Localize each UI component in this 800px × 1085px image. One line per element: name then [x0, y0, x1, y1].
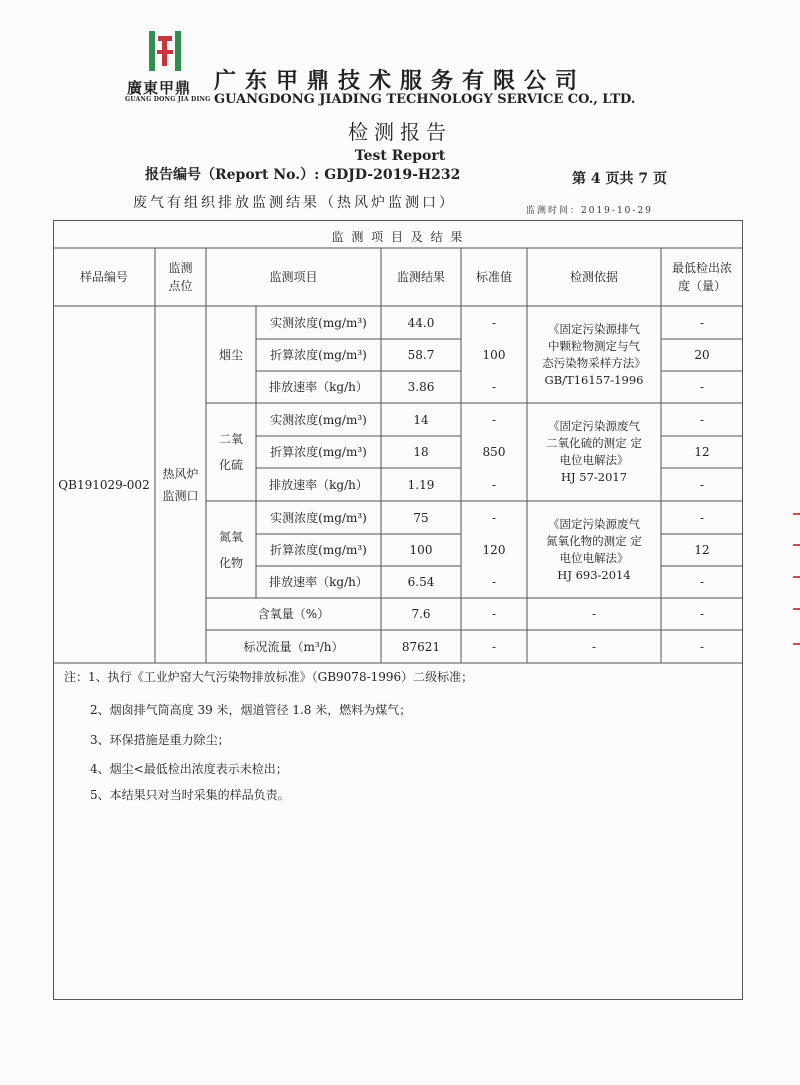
table-banner: 监 测 项 目 及 结 果: [331, 230, 465, 244]
basis-line: GB/T16157-1996: [544, 372, 644, 387]
item-cell: 排放速率（kg/h）: [269, 575, 368, 589]
header-item: 监测项目: [269, 270, 318, 284]
standard-cell: -: [491, 380, 497, 394]
item-cell: 折算浓度(mg/m³): [270, 543, 367, 557]
edge-mark: [793, 544, 800, 546]
limit-cell: -: [699, 412, 705, 427]
flow-standard: -: [491, 639, 497, 654]
header-sample-no: 样品编号: [79, 270, 128, 284]
limit-cell: 12: [694, 445, 710, 459]
group-name-line2: 化硫: [218, 458, 243, 472]
monitor-date: 监测时间：2019-10-29: [526, 206, 653, 216]
page-number: 第 4 页共 7 页: [572, 171, 667, 187]
item-cell: 实测浓度(mg/m³): [270, 315, 367, 330]
flow-basis: -: [591, 639, 597, 654]
result-cell: 14: [413, 412, 429, 427]
header-limit-line1: 最低检出浓: [671, 261, 732, 275]
result-cell: 3.86: [407, 380, 435, 394]
note-item: 3、环保措施是重力除尘；: [90, 733, 230, 747]
oxygen-standard: -: [491, 607, 497, 621]
header-result: 监测结果: [396, 270, 445, 284]
basis-line: 氮氧化物的测定 定: [546, 533, 642, 548]
result-cell: 75: [413, 510, 429, 525]
limit-cell: 12: [694, 543, 710, 557]
standard-cell: -: [491, 575, 497, 589]
group-name-so2: [206, 403, 256, 501]
group-name-line1: 烟尘: [218, 347, 243, 362]
flow-item: 标况流量（m³/h）: [243, 639, 344, 654]
monitor-point-line1: 热风炉: [162, 466, 199, 481]
note-item: 2、烟囱排气筒高度 39 米，烟道管径 1.8 米，燃料为煤气；: [90, 703, 412, 717]
standard-cell: -: [491, 510, 497, 525]
item-cell: 实测浓度(mg/m³): [270, 412, 367, 427]
item-cell: 折算浓度(mg/m³): [270, 348, 367, 362]
limit-cell: -: [699, 510, 705, 525]
sample-number: QB191029-002: [58, 477, 150, 492]
basis-cell: [527, 501, 661, 598]
result-cell: 100: [409, 543, 433, 557]
header-monitor-point: [155, 248, 206, 306]
report-title-english: Test Report: [354, 148, 446, 164]
header-point-line2: 点位: [168, 279, 193, 293]
section-title: 废气有组织排放监测结果（热风炉监测口）: [133, 195, 456, 211]
basis-line: 电位电解法》: [559, 550, 629, 565]
header-limit-line2: 度（量）: [677, 279, 726, 293]
item-cell: 排放速率（kg/h）: [269, 380, 368, 394]
note-item: 注：1、执行《工业炉窑大气污染物排放标准》（GB9078-1996）二级标准；: [64, 670, 474, 684]
item-cell: 实测浓度(mg/m³): [270, 510, 367, 525]
edge-mark: [793, 608, 800, 610]
basis-line: 中颗粒物测定与气: [548, 338, 640, 353]
standard-cell: -: [491, 315, 497, 330]
group-name-soot: [206, 306, 256, 403]
monitor-point: [155, 306, 206, 663]
limit-cell: 20: [694, 348, 710, 362]
group-name-line2: 化物: [218, 555, 243, 570]
standard-cell: 100: [482, 348, 506, 362]
result-cell: 1.19: [407, 477, 435, 492]
edge-mark: [793, 513, 800, 515]
note-item: 5、本结果只对当时采集的样品负责。: [90, 788, 290, 802]
logo-chinese-name: 廣東甲鼎: [127, 79, 192, 97]
basis-line: HJ 57-2017: [560, 470, 628, 484]
basis-cell: [527, 403, 661, 501]
result-cell: 18: [413, 445, 429, 459]
oxygen-basis: -: [591, 607, 597, 621]
report-number: 报告编号（Report No.）: GDJD-2019-H232: [145, 167, 461, 183]
basis-line: 《固定污染源废气: [548, 419, 640, 433]
standard-cell: -: [491, 477, 497, 492]
item-cell: 排放速率（kg/h）: [269, 477, 368, 492]
group-name-nox: [206, 501, 256, 598]
logo-english-name: GUANG DONG JIA DING: [125, 96, 211, 103]
limit-cell: -: [699, 315, 705, 330]
flow-result: 87621: [401, 639, 441, 654]
standard-cell: 120: [482, 543, 506, 557]
oxygen-result: 7.6: [411, 607, 431, 621]
header-basis: 检测依据: [569, 270, 618, 284]
group-name-line1: 二氧: [218, 432, 243, 446]
basis-line: 《固定污染源废气: [548, 516, 640, 531]
flow-limit: -: [699, 639, 705, 654]
result-cell: 44.0: [407, 315, 435, 330]
basis-line: 电位电解法》: [559, 453, 629, 467]
limit-cell: -: [699, 575, 705, 589]
header-standard: 标准值: [475, 270, 512, 284]
basis-line: 《固定污染源排气: [548, 321, 640, 336]
item-cell: 折算浓度(mg/m³): [270, 445, 367, 459]
standard-cell: -: [491, 412, 497, 427]
group-name-line1: 氮氧: [218, 529, 243, 544]
oxygen-limit: -: [699, 607, 705, 621]
limit-cell: -: [699, 380, 705, 394]
result-cell: 58.7: [407, 348, 435, 362]
edge-mark: [793, 576, 800, 578]
limit-cell: -: [699, 477, 705, 492]
monitor-point-line2: 监测口: [162, 488, 199, 503]
basis-line: 二氧化硫的测定 定: [546, 436, 642, 450]
company-name-english: GUANGDONG JIADING TECHNOLOGY SERVICE CO., LTD.: [214, 92, 636, 107]
oxygen-item: 含氧量（%）: [257, 607, 330, 621]
basis-line: 态污染物采样方法》: [542, 355, 646, 370]
edge-mark: [793, 643, 800, 645]
standard-cell: 850: [482, 445, 506, 459]
header-detection-limit: [661, 248, 743, 306]
result-cell: 6.54: [407, 575, 435, 589]
company-name-chinese: 广东甲鼎技术服务有限公司: [214, 68, 587, 94]
basis-cell: [527, 306, 661, 403]
basis-line: HJ 693-2014: [557, 567, 631, 582]
note-item: 4、烟尘<最低检出浓度表示未检出；: [90, 762, 288, 776]
report-title: 检测报告: [348, 120, 452, 144]
header-point-line1: 监测: [168, 261, 193, 275]
